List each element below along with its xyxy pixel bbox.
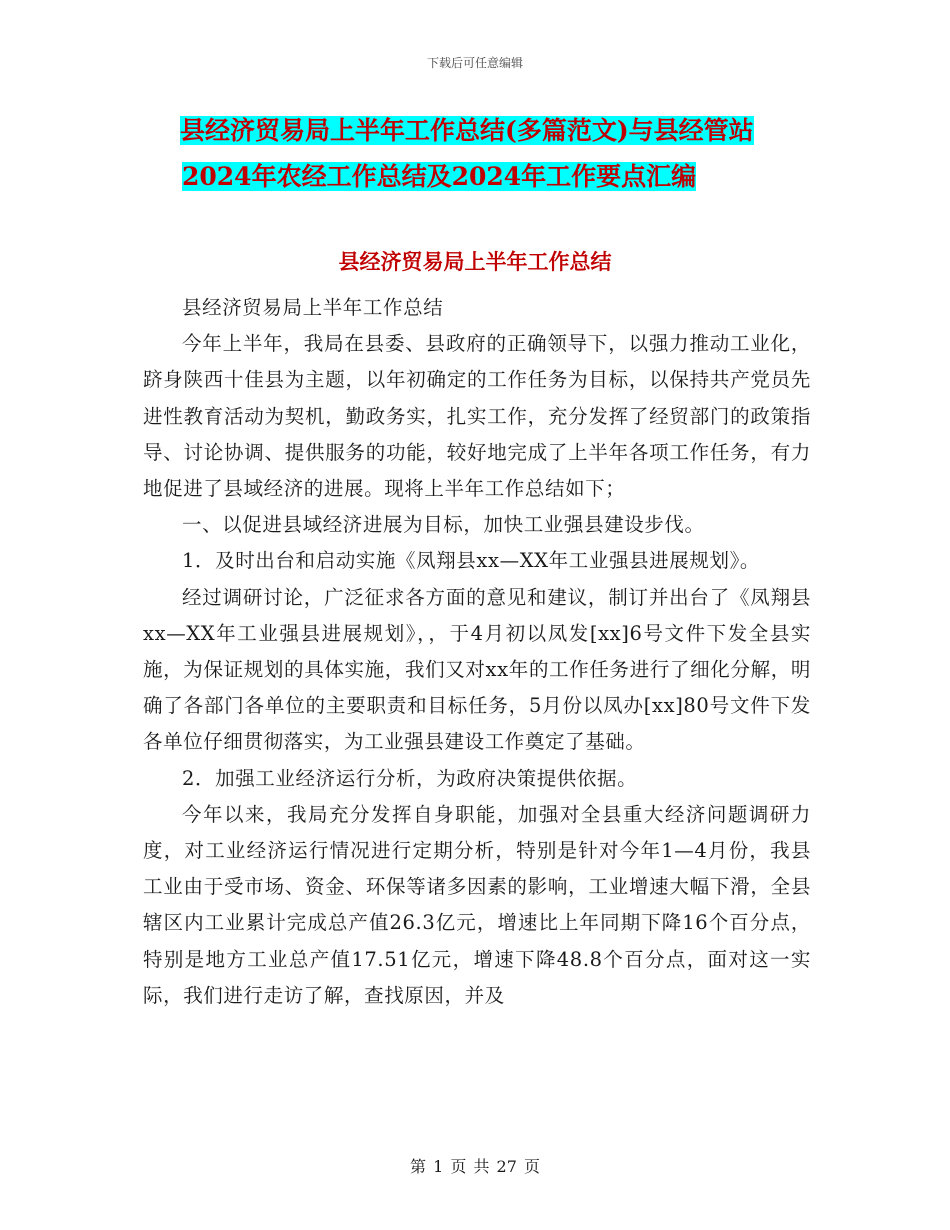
paragraph: 今年上半年，我局在县委、县政府的正确领导下，以强力推动工业化，跻身陕西十佳县为主题，以年初确定的工作任务为目标，以保持共产党员先进性教育活动为契机，勤政务实，扎实工作，充分发挥了经贸部门的政策指导、讨论协调、提供服务的功能，较好地完成了上半年各项工作任务，有力地促进了县域经济的进展。现将上半年工作总结如下； [143,332,811,501]
document-title [180,108,820,200]
paragraph: 县经济贸易局上半年工作总结 [182,296,444,319]
page-number-footer: 第 1 页 共 27 页 [410,1157,540,1176]
document-title-line-2: 2024年农经工作总结及2024年工作要点汇编 [182,162,697,191]
paragraph: 一、以促进县域经济进展为目标，加快工业强县建设步伐。 [182,513,705,537]
body-text [143,290,811,1014]
paragraph: 经过调研讨论，广泛征求各方面的意见和建议，制订并出台了《凤翔县xx—XX年工业强县进展规划》，，于4月初以凤发[xx]6号文件下发全县实施，为保证规划的具体实施，我们又对xx年的工作任务进行了细化分解，明确了各部门各单位的主要职责和目标任务，5月份以凤办[xx]80号文件下发各单位仔细贯彻落实，为工业强县建设工作奠定了基础。 [143,585,811,754]
paragraph: 1．及时出台和启动实施《凤翔县xx—XX年工业强县进展规划》。 [182,549,761,573]
header-note: 下载后可任意编辑 [426,56,523,70]
section-title: 县经济贸易局上半年工作总结 [338,249,612,274]
paragraph: 2．加强工业经济运行分析，为政府决策提供依据。 [182,766,638,790]
document-title-line-1: 县经济贸易局上半年工作总结(多篇范文)与县经管站 [180,116,754,145]
paragraph: 今年以来，我局充分发挥自身职能，加强对全县重大经济问题调研力度，对工业经济运行情况进行定期分析，特别是针对今年1—4月份，我县工业由于受市场、资金、环保等诸多因素的影响，工业增速大幅下滑，全县辖区内工业累计完成总产值26.3亿元，增速比上年同期下降16个百分点，特别是地方工业总产值17.51亿元，增速下降48.8个百分点，面对这一实际，我们进行走访了解，查找原因，并及 [143,802,811,1007]
